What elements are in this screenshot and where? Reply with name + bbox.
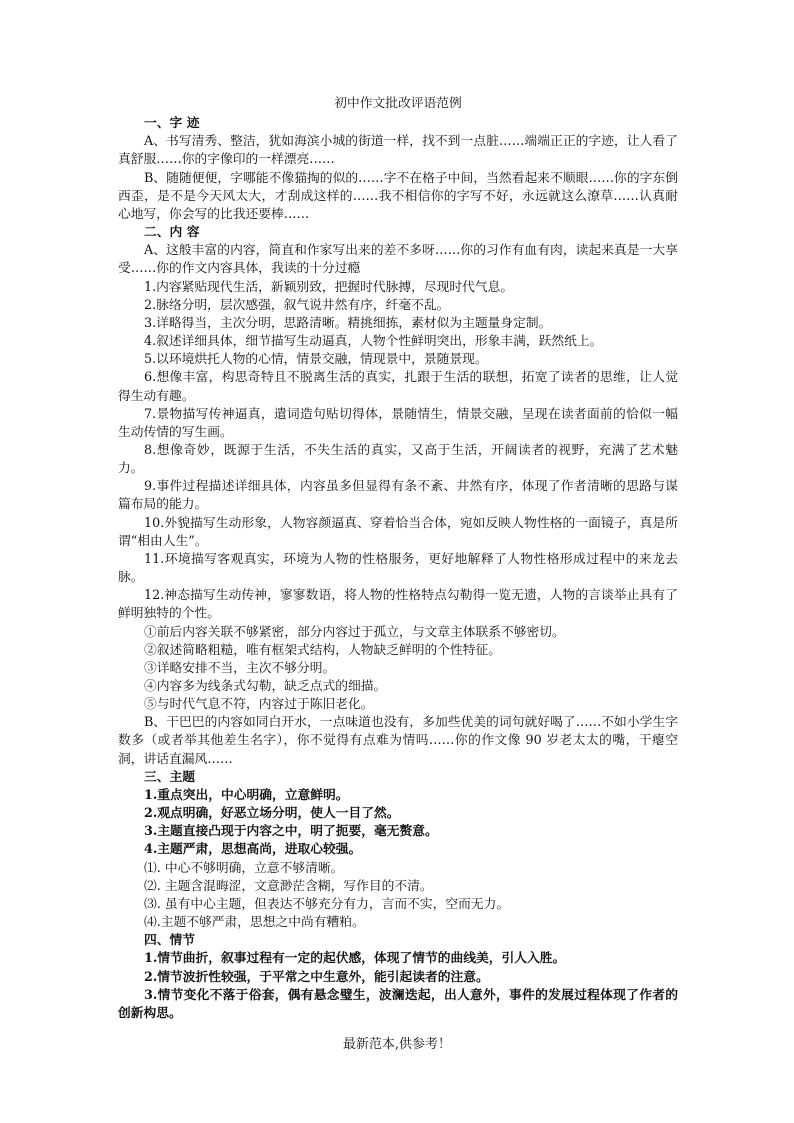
paragraph: ⑷.主题不够严肃，思想之中尚有糟粕。 <box>144 915 365 931</box>
paragraph: A、这般丰富的内容，简直和作家写出来的差不多呀……你的习作有血有肉，读起来真是一大享受……你的作文内容具体，我读的十分过瘾 <box>118 243 678 277</box>
paragraph: ②叙述简略粗糙，唯有框架式结构，人物缺乏鲜明的个性特征。 <box>144 642 501 658</box>
paragraph: 3.主题直接凸现于内容之中，明了扼要，毫无赘意。 <box>144 824 438 840</box>
paragraph: 1.情节曲折，叙事过程有一定的起伏感，体现了情节的曲线美，引人入胜。 <box>144 951 566 967</box>
paragraph: ①前后内容关联不够紧密，部分内容过于孤立，与文章主体联系不够密切。 <box>144 624 565 640</box>
paragraph: ③详略安排不当，主次不够分明。 <box>144 660 336 676</box>
paragraph: 1.内容紧贴现代生活，新颖别致，把握时代脉搏，尽现时代气息。 <box>144 279 514 295</box>
paragraph: 4.叙述详细具体，细节描写生动逼真，人物个性鲜明突出，形象丰满，跃然纸上。 <box>144 334 603 350</box>
paragraph: 10.外貌描写生动形象，人物容颜逼真、穿着恰当合体，宛如反映人物性格的一面镜子，真是所谓“相由人生”。 <box>118 515 678 549</box>
paragraph: 3.情节变化不落于俗套，偶有悬念璧生，波澜迭起，出人意外，事件的发展过程体现了作者的创新构思。 <box>118 987 678 1021</box>
document-sections <box>118 115 678 1023</box>
paragraph: B、随随便便，字哪能不像猫掏的似的……字不在格子中间，当然看起来不顺眼……你的字东倒西歪，是不是今天风太大，才刮成这样的……我不相信你的字写不好，永远就这么潦草……认真耐心地写，你会写的比我还要棒…… <box>118 170 678 222</box>
paragraph: 7.景物描写传神逼真，遣词造句贴切得体，景随情生，情景交融，呈现在读者面前的恰似一幅生动传情的写生画。 <box>118 406 678 440</box>
paragraph: 12.神态描写生动传神，寥寥数语，将人物的性格特点勾勒得一览无遗，人物的言谈举止具有了鲜明独特的个性。 <box>118 588 678 622</box>
paragraph: 3.详略得当，主次分明，思路清晰。精挑细拣，素材似为主题量身定制。 <box>144 315 552 331</box>
paragraph: 2.脉络分明，层次感强，叙气说井然有序，纤毫不乱。 <box>144 297 450 313</box>
paragraph: 9.事件过程描述详细具体，内容虽多但显得有条不紊、井然有序，体现了作者清晰的思路与谋篇布局的能力。 <box>118 479 678 513</box>
paragraph: 6.想像丰富，构思奇特且不脱离生活的真实，扎跟于生活的联想，拓宽了读者的思维，让人觉得生动有趣。 <box>118 370 678 404</box>
section-heading: 四、情节 <box>144 933 195 949</box>
paragraph: ⑴. 中心不够明确，立意不够清晰。 <box>144 860 344 876</box>
paragraph: 11.环境描写客观真实，环境为人物的性格服务，更好地解释了人物性格形成过程中的来龙去脉。 <box>118 551 678 586</box>
paragraph: 5.以环境烘托人物的心情，情景交融，情现景中，景随景现。 <box>144 352 488 368</box>
paragraph: 4.主题严肃，思想高尚，进取心较强。 <box>144 842 362 858</box>
section-heading: 二、内 容 <box>144 225 200 241</box>
paragraph: 8.想像奇妙，既源于生活，不失生活的真实，又高于生活，开阔读者的视野，充满了艺术魅力。 <box>118 442 678 477</box>
paragraph: 1.重点突出，中心明确，立意鲜明。 <box>144 787 349 803</box>
paragraph: B、干巴巴的内容如同白开水，一点味道也没有，多加些优美的词句就好喝了……不如小学生字数多（或者举其他差生名字），你不觉得有点难为情吗……你的作文像 90 岁老太太的嘴，干瘪空洞，讲话直漏风…… <box>118 715 678 767</box>
paragraph: ⑶. 虽有中心主题，但表达不够充分有力，言而不实，空而无力。 <box>144 896 510 912</box>
document-title: 初中作文批改评语范例 <box>334 96 462 111</box>
paragraph: ⑤与时代气息不符，内容过于陈旧老化。 <box>144 697 374 713</box>
paragraph: 2.情节波折性较强，于平常之中生意外，能引起读者的注意。 <box>144 969 489 985</box>
paragraph: ⑵. 主题含混晦涩，文意渺茫含糊，写作目的不清。 <box>144 878 433 894</box>
paragraph: ④内容多为线条式勾勒，缺乏点式的细描。 <box>144 679 387 694</box>
paragraph: 2.观点明确，好恶立场分明，使人一目了然。 <box>144 806 400 822</box>
section-heading: 一、字 迹 <box>144 116 200 132</box>
paragraph: A、书写清秀、整洁，犹如海滨小城的街道一样，找不到一点脏……端端正正的字迹，让人看了真舒服……你的字像印的一样漂亮…… <box>118 134 678 168</box>
section-heading: 三、主题 <box>144 769 195 785</box>
document-footer: 最新范本,供参考！ <box>342 1037 452 1052</box>
document-body <box>118 95 678 1023</box>
